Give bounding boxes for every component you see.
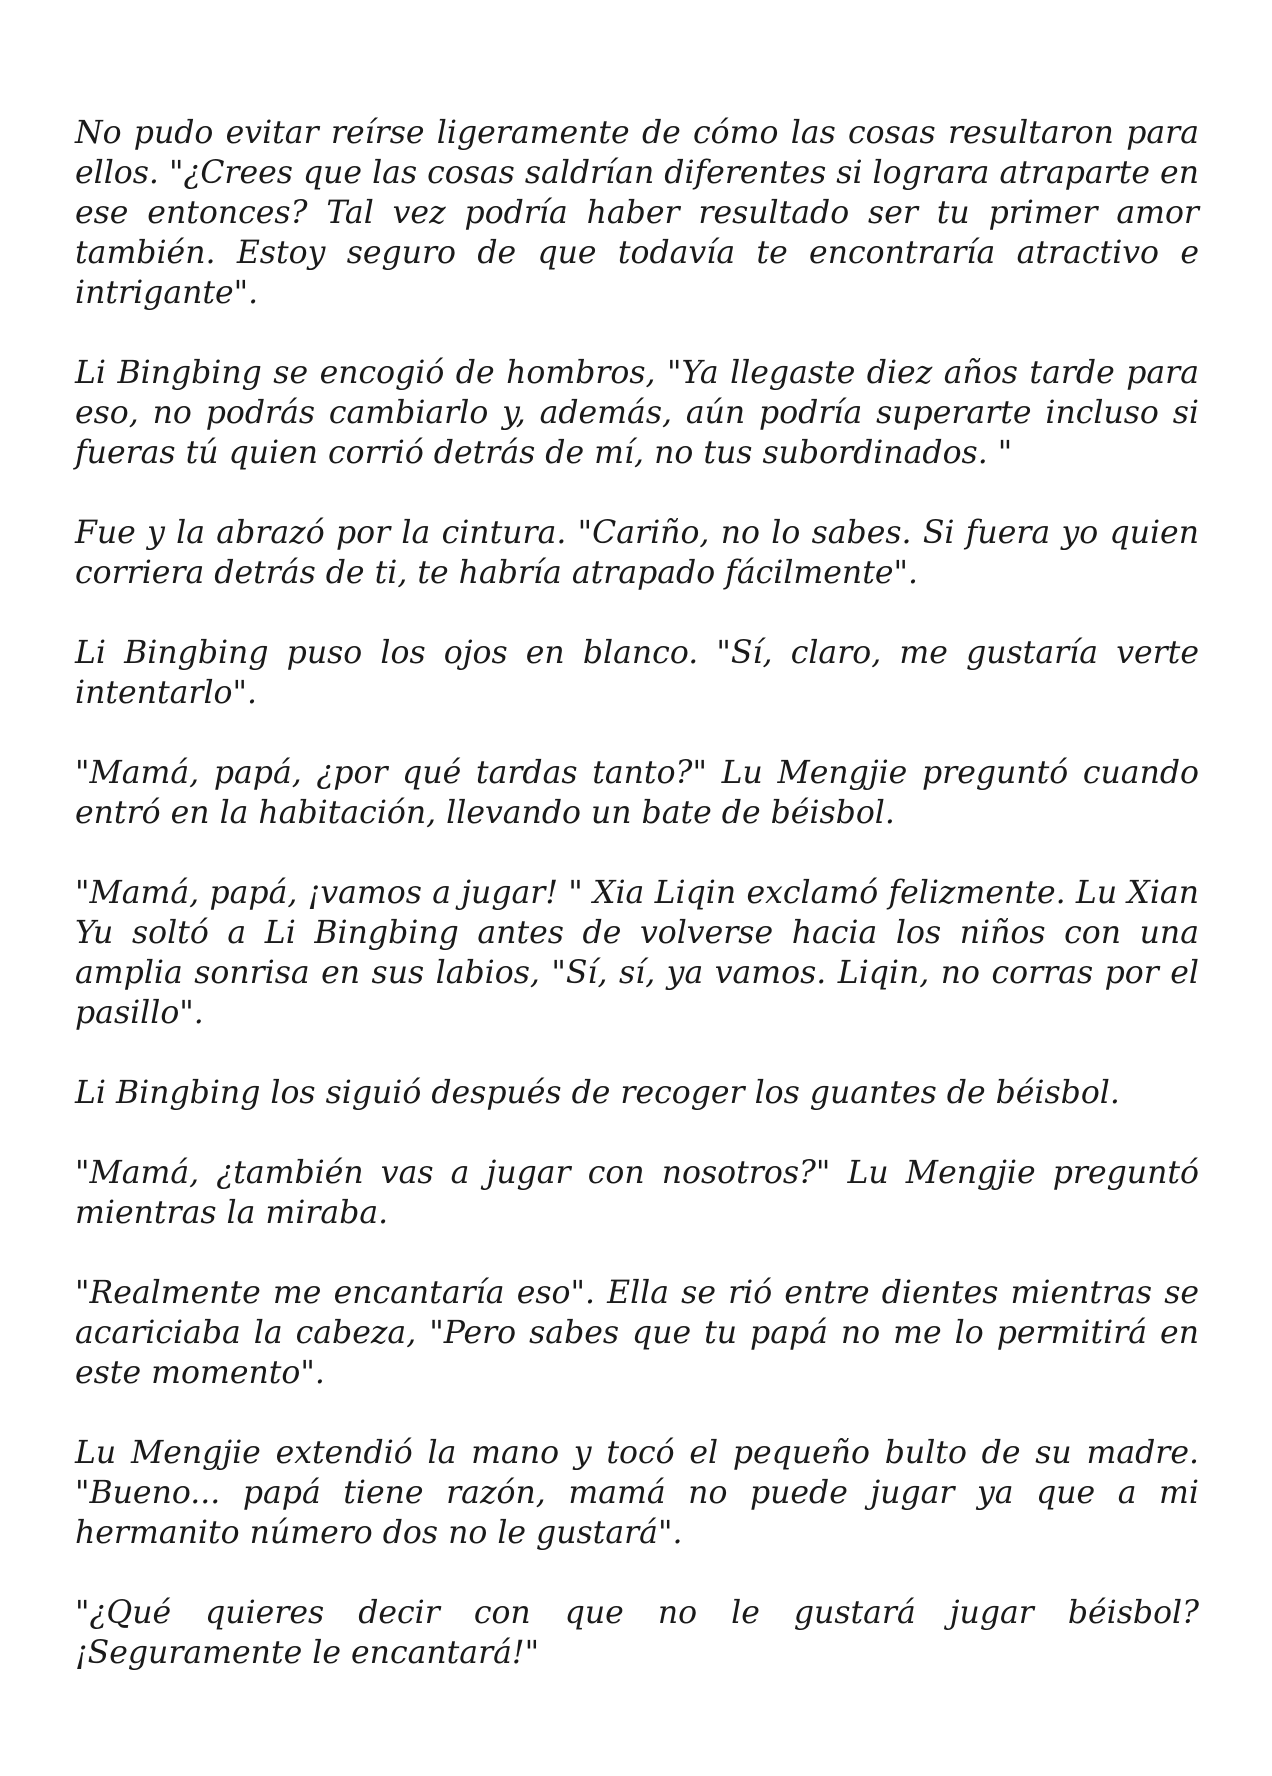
paragraph: Fue y la abrazó por la cintura. "Cariño, no lo sabes. Si fuera yo quien corriera detrás de ti, te habría atrapado fácilmente". [75, 515, 1199, 591]
paragraph: Lu Mengjie extendió la mano y tocó el pequeño bulto de su madre. "Bueno... papá tiene razón, mamá no puede jugar ya que a mi hermanito número dos no le gustará". [75, 1435, 1199, 1551]
paragraph: Li Bingbing puso los ojos en blanco. "Sí, claro, me gustaría verte intentarlo". [75, 635, 1199, 711]
document-page [75, 113, 1199, 1713]
paragraph: Li Bingbing los siguió después de recoger los guantes de béisbol. [75, 1075, 1120, 1111]
paragraph: "Mamá, papá, ¿por qué tardas tanto?" Lu Mengjie preguntó cuando entró en la habitación, llevando un bate de béisbol. [75, 755, 1199, 831]
paragraph: "Mamá, papá, ¡vamos a jugar! " Xia Liqin exclamó felizmente. Lu Xian Yu soltó a Li Bingbing antes de volverse hacia los niños con una amplia sonrisa en sus labios, "Sí, sí, ya vamos. Liqin, no corras por el pasillo". [75, 875, 1199, 1031]
paragraph: "¿Qué quieres decir con que no le gustará jugar béisbol? ¡Seguramente le encantará!" [75, 1595, 1199, 1671]
paragraph: "Realmente me encantaría eso". Ella se rió entre dientes mientras se acariciaba la cabeza, "Pero sabes que tu papá no me lo permitirá en este momento". [75, 1275, 1199, 1391]
paragraph: "Mamá, ¿también vas a jugar con nosotros?" Lu Mengjie preguntó mientras la miraba. [75, 1155, 1199, 1231]
paragraph: Li Bingbing se encogió de hombros, "Ya llegaste diez años tarde para eso, no podrás cambiarlo y, además, aún podría superarte incluso si fueras tú quien corrió detrás de mí, no tus subordinados. " [75, 355, 1199, 471]
paragraph: No pudo evitar reírse ligeramente de cómo las cosas resultaron para ellos. "¿Crees que las cosas saldrían diferentes si lograra atraparte en ese entonces? Tal vez podría haber resultado ser tu primer amor también. Estoy seguro de que todavía te encontraría atractivo e intrigante". [75, 115, 1199, 311]
